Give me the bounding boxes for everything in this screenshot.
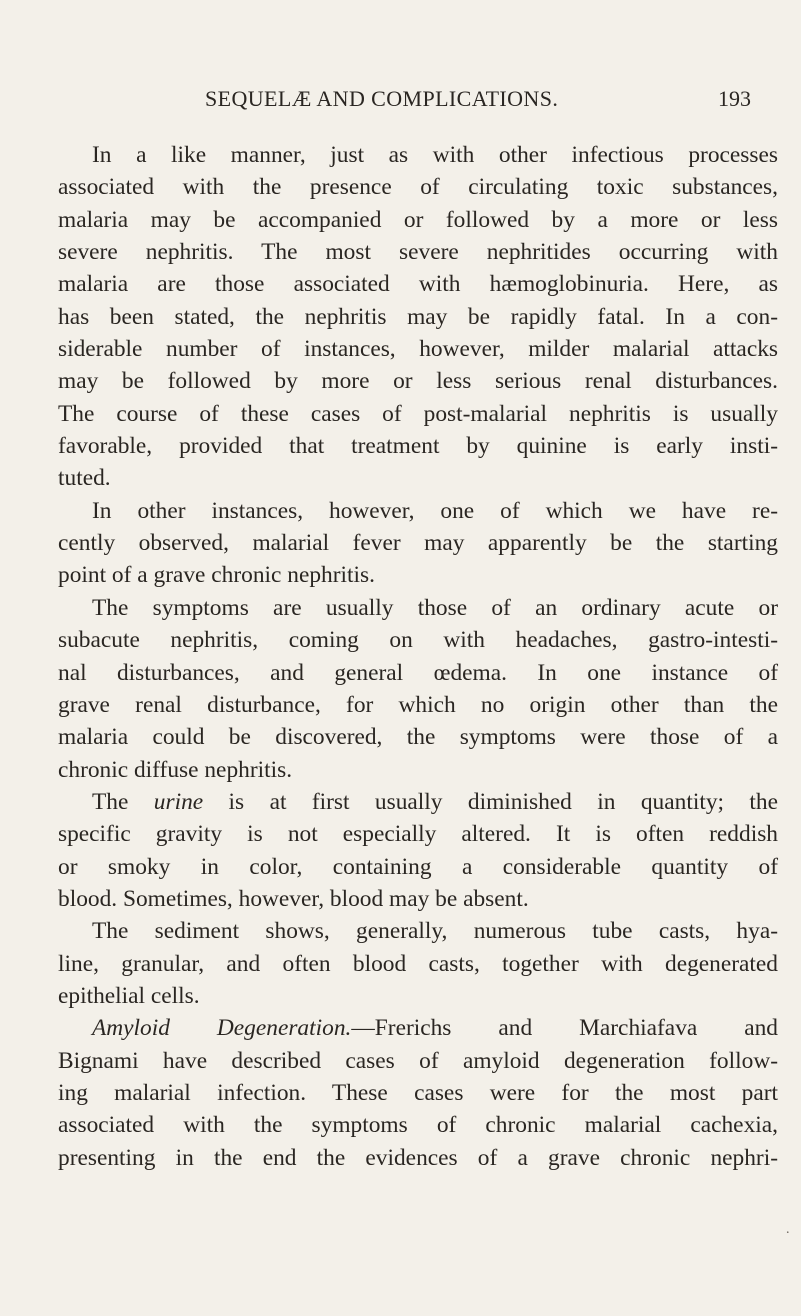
text-segment: The	[92, 788, 154, 815]
text-line: The course of these cases of post-malarial nephritis is usually	[58, 400, 778, 427]
text-line: The symptoms are usually those of an ordinary acute or	[92, 594, 778, 621]
text-line: Bignami have described cases of amyloid degeneration follow-	[58, 1047, 778, 1074]
text-line: chronic diffuse nephritis.	[58, 756, 293, 783]
text-line: favorable, provided that treatment by quinine is early insti-	[58, 433, 778, 460]
text-line: presenting in the end the evidences of a grave chronic nephri-	[58, 1144, 778, 1171]
text-line: In a like manner, just as with other infectious processes	[92, 142, 778, 168]
text-line: tuted.	[58, 465, 111, 492]
text-line	[58, 786, 778, 818]
margin-mark: .	[786, 1222, 790, 1237]
text-line: blood. Sometimes, however, blood may be absent.	[58, 885, 529, 912]
page-number: 193	[718, 86, 751, 111]
text-line: severe nephritis. The most severe nephritides occurring with	[58, 239, 778, 266]
text-line	[58, 1012, 778, 1044]
section-heading-italic: Amyloid Degeneration.	[92, 1015, 352, 1042]
text-line: associated with the symptoms of chronic malarial cachexia,	[58, 1112, 778, 1139]
text-line: The sediment shows, generally, numerous tube casts, hya-	[92, 918, 778, 945]
text-line: nal disturbances, and general œdema. In one instance of	[58, 659, 778, 686]
text-line: epithelial cells.	[58, 982, 200, 1009]
text-line: grave renal disturbance, for which no origin other than the	[58, 691, 778, 718]
text-line: line, granular, and often blood casts, together with degenerated	[58, 950, 778, 977]
text-line: malaria are those associated with hæmoglobinuria. Here, as	[58, 271, 778, 298]
text-line: point of a grave chronic nephritis.	[58, 562, 375, 589]
body-text	[58, 139, 778, 1174]
text-line: may be followed by more or less serious renal disturbances.	[58, 368, 778, 395]
text-line: has been stated, the nephritis may be rapidly fatal. In a con-	[58, 303, 778, 330]
text-line: or smoky in color, containing a considerable quantity of	[58, 853, 778, 880]
italic-term: urine	[153, 788, 204, 815]
text-line: malaria may be accompanied or followed by a more or less	[58, 206, 778, 233]
text-line: subacute nephritis, coming on with headaches, gastro-intesti-	[58, 627, 778, 654]
text-segment: is at first usually diminished in quantity; the	[203, 788, 778, 815]
text-segment: —Frerichs and Marchiafava and	[351, 1015, 778, 1042]
text-line: associated with the presence of circulating toxic substances,	[58, 174, 778, 201]
text-line: cently observed, malarial fever may apparently be the starting	[58, 530, 778, 557]
text-line: ing malarial infection. These cases were for the most part	[58, 1079, 778, 1106]
text-line: siderable number of instances, however, milder malarial attacks	[58, 336, 778, 363]
text-line: malaria could be discovered, the symptoms were those of a	[58, 724, 778, 751]
running-head: SEQUELÆ AND COMPLICATIONS.	[205, 86, 559, 111]
text-line: In other instances, however, one of which we have re-	[92, 497, 778, 524]
text-line: specific gravity is not especially altered. It is often reddish	[58, 821, 778, 848]
